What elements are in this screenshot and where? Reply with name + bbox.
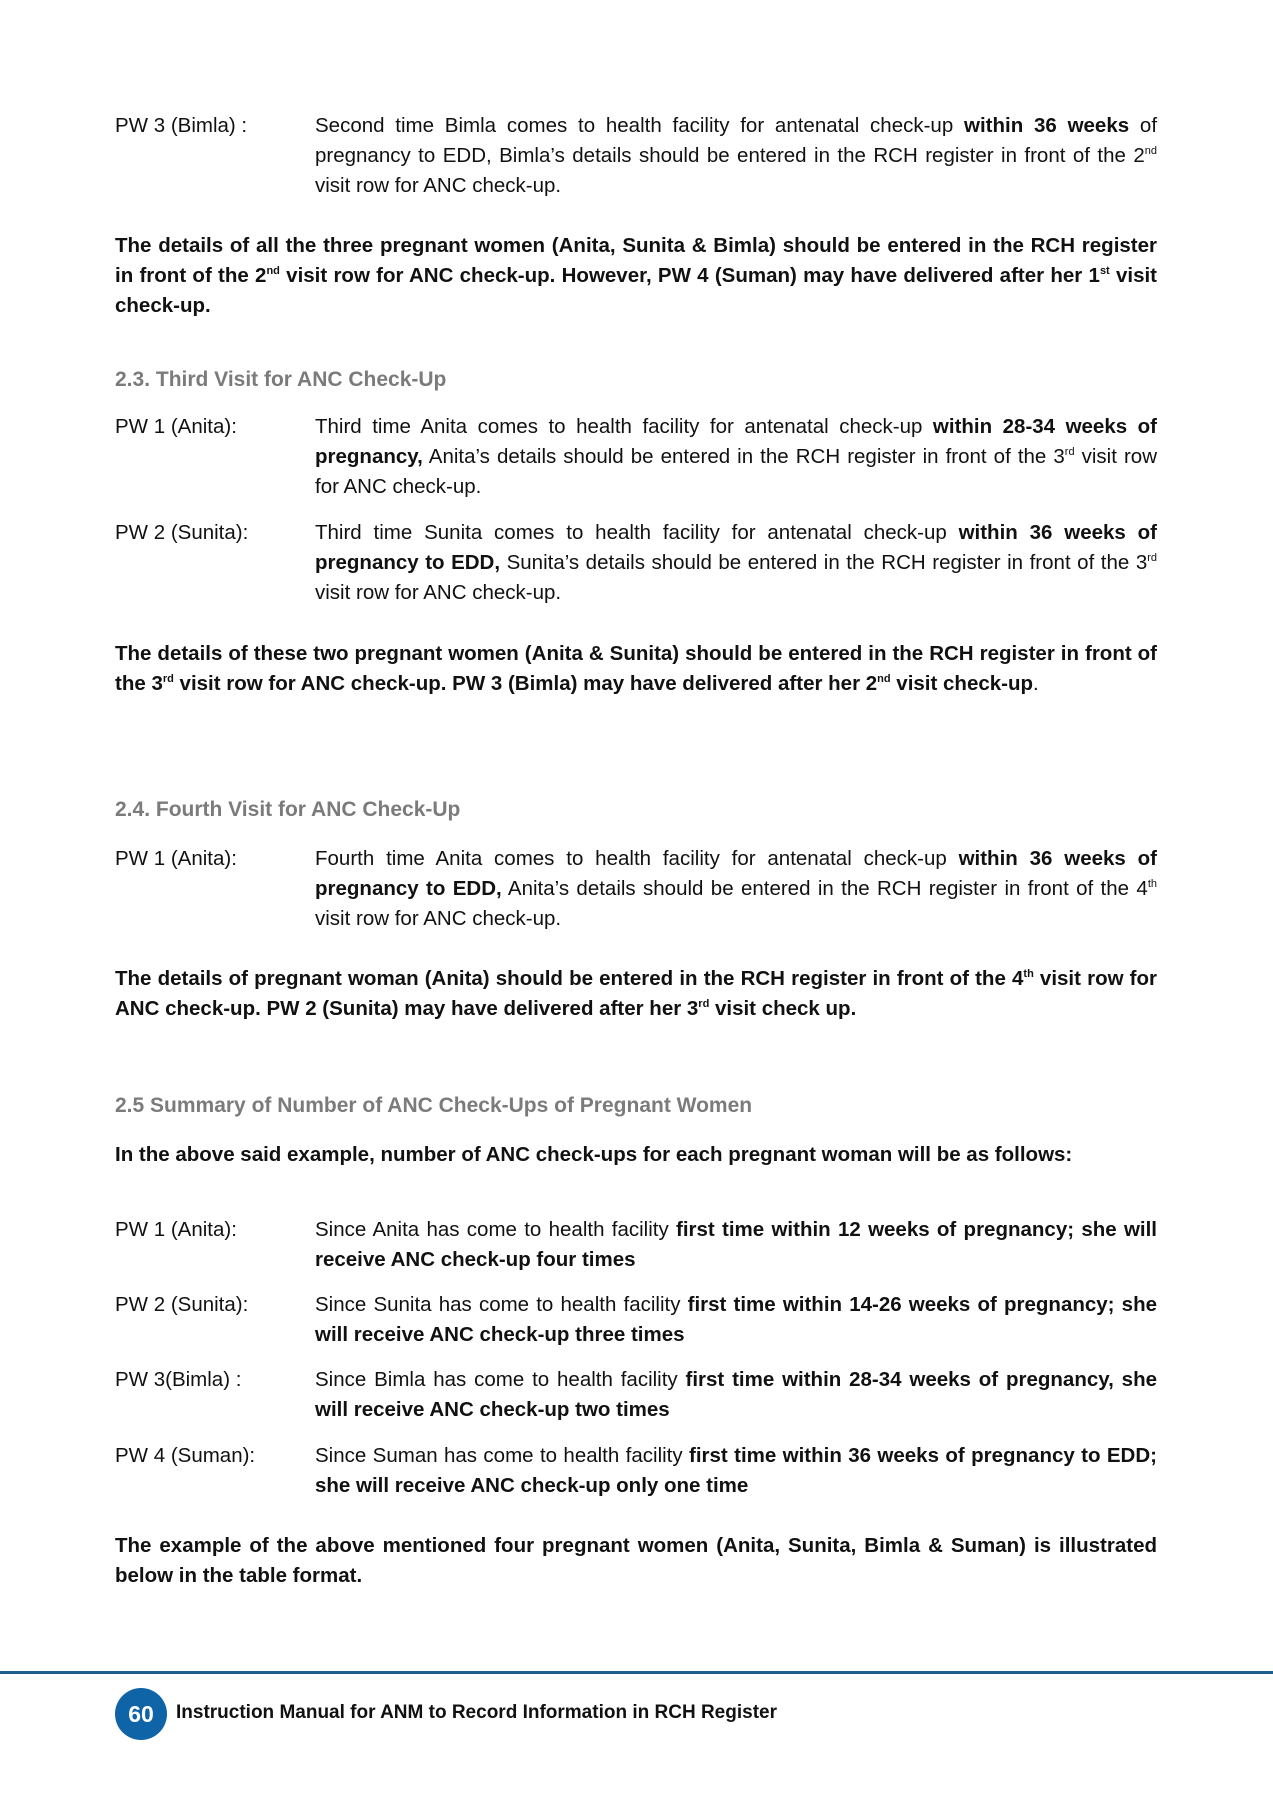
text-run: visit check-up.	[115, 264, 1158, 317]
section-heading: 2.3. Third Visit for ANC Check-Up	[115, 368, 447, 391]
entry-description	[315, 518, 1157, 608]
text-run: visit row for ANC check-up.	[315, 907, 562, 930]
text-run: Third time Sunita comes to health facility for antenatal check-up	[315, 521, 959, 544]
text-run: visit check up.	[709, 997, 857, 1020]
entry-description	[315, 844, 1157, 934]
entry-label: PW 3 (Bimla) :	[115, 114, 248, 137]
bold-text: first time within 28-34 weeks of pregnancy, she will receive ANC check-up two times	[315, 1368, 1157, 1421]
section-heading: 2.4. Fourth Visit for ANC Check-Up	[115, 798, 461, 821]
superscript: nd	[877, 673, 891, 685]
text-run: Sunita’s details should be entered in the RCH register in front of the 3	[500, 551, 1148, 574]
superscript: rd	[162, 673, 174, 685]
pregnant-woman-entry	[115, 111, 1157, 201]
bold-paragraph	[115, 1531, 1157, 1591]
text-run: In the above said example, number of ANC check-ups for each pregnant woman will be as follows:	[115, 1143, 1073, 1166]
pregnant-woman-entry	[115, 1365, 1157, 1425]
text-run: Since Sunita has come to health facility	[315, 1293, 688, 1316]
bold-paragraph	[115, 964, 1157, 1024]
entry-label: PW 4 (Suman):	[115, 1444, 256, 1467]
bold-text: first time within 36 weeks of pregnancy to EDD; she will receive ANC check-up only one time	[315, 1444, 1157, 1497]
text-run: .	[1033, 672, 1039, 695]
superscript: th	[1147, 878, 1157, 890]
superscript: th	[1023, 968, 1034, 980]
text-run: visit row for ANC check-up.	[315, 445, 1157, 498]
bold-text: within 36 weeks of pregnancy to EDD,	[315, 521, 1157, 574]
bold-text: within 36 weeks	[964, 114, 1130, 137]
bold-text: first time within 14-26 weeks of pregnancy; she will receive ANC check-up three times	[315, 1293, 1157, 1346]
entry-description	[315, 1215, 1157, 1275]
entry-label: PW 2 (Sunita):	[115, 521, 249, 544]
superscript: nd	[266, 265, 280, 277]
text-run: The details of pregnant woman (Anita) should be entered in the RCH register in front of the 4	[115, 967, 1024, 990]
pregnant-woman-entry	[115, 1290, 1157, 1350]
superscript: st	[1099, 265, 1110, 277]
bold-text: first time within 12 weeks of pregnancy; she will receive ANC check-up four times	[315, 1218, 1157, 1271]
text-run: visit row for ANC check-up.	[315, 581, 562, 604]
entry-description	[315, 1290, 1157, 1350]
entry-label: PW 3(Bimla) :	[115, 1368, 242, 1391]
pregnant-woman-entry	[115, 844, 1157, 934]
footer-rule	[0, 1671, 1273, 1674]
entry-label: PW 1 (Anita):	[115, 847, 237, 870]
text-run: Fourth time Anita comes to health facility for antenatal check-up	[315, 847, 959, 870]
text-run: Since Anita has come to health facility	[315, 1218, 677, 1241]
entry-description	[315, 111, 1157, 201]
bold-text: within 28-34 weeks of pregnancy,	[315, 415, 1158, 468]
text-run: Anita’s details should be entered in the RCH register in front of the 3	[422, 445, 1065, 468]
text-run: The example of the above mentioned four pregnant women (Anita, Sunita, Bimla & Suman) is illustrated below in the table format.	[115, 1534, 1157, 1587]
bold-paragraph	[115, 639, 1157, 699]
superscript: rd	[1147, 552, 1157, 564]
superscript: rd	[1064, 446, 1075, 458]
superscript: nd	[1144, 145, 1157, 157]
superscript: rd	[698, 998, 710, 1010]
text-run: Third time Anita comes to health facility for antenatal check-up	[315, 415, 933, 438]
text-run: Anita’s details should be entered in the RCH register in front of the 4	[501, 877, 1148, 900]
text-run: Since Bimla has come to health facility	[315, 1368, 686, 1391]
entry-description	[315, 412, 1157, 502]
text-run: The details of all the three pregnant women (Anita, Sunita & Bimla) should be entered in the RCH register in front of the 2	[115, 234, 1157, 287]
text-run: of pregnancy to EDD, Bimla’s details should be entered in the RCH register in front of the 2	[315, 114, 1158, 167]
text-run: visit row for ANC check-up. PW 3 (Bimla) may have delivered after her 2	[173, 672, 878, 695]
bold-paragraph	[115, 1140, 1157, 1170]
pregnant-woman-entry	[115, 412, 1157, 502]
text-run: Since Suman has come to health facility	[315, 1444, 690, 1467]
pregnant-woman-entry	[115, 1215, 1157, 1275]
pregnant-woman-entry	[115, 518, 1157, 608]
text-run: visit check-up	[890, 672, 1034, 695]
section-heading: 2.5 Summary of Number of ANC Check-Ups of Pregnant Women	[115, 1094, 753, 1117]
bold-text: within 36 weeks of pregnancy to EDD,	[315, 847, 1157, 900]
text-run: visit row for ANC check-up. However, PW 4 (Suman) may have delivered after her 1	[279, 264, 1100, 287]
text-run: visit row for ANC check-up. PW 2 (Sunita) may have delivered after her 3	[115, 967, 1157, 1020]
page-number-badge: 60	[115, 1688, 167, 1740]
pregnant-woman-entry	[115, 1441, 1157, 1501]
text-run: Second time Bimla comes to health facility for antenatal check-up	[315, 114, 965, 137]
entry-label: PW 1 (Anita):	[115, 1218, 237, 1241]
text-run: visit row for ANC check-up.	[315, 174, 562, 197]
entry-description	[315, 1365, 1157, 1425]
entry-description	[315, 1441, 1157, 1501]
entry-label: PW 2 (Sunita):	[115, 1293, 249, 1316]
footer-title: Instruction Manual for ANM to Record Information in RCH Register	[176, 1702, 777, 1723]
text-run: The details of these two pregnant women (Anita & Sunita) should be entered in the RCH register in front of the 3	[115, 642, 1157, 695]
entry-label: PW 1 (Anita):	[115, 415, 237, 438]
bold-paragraph	[115, 231, 1157, 321]
